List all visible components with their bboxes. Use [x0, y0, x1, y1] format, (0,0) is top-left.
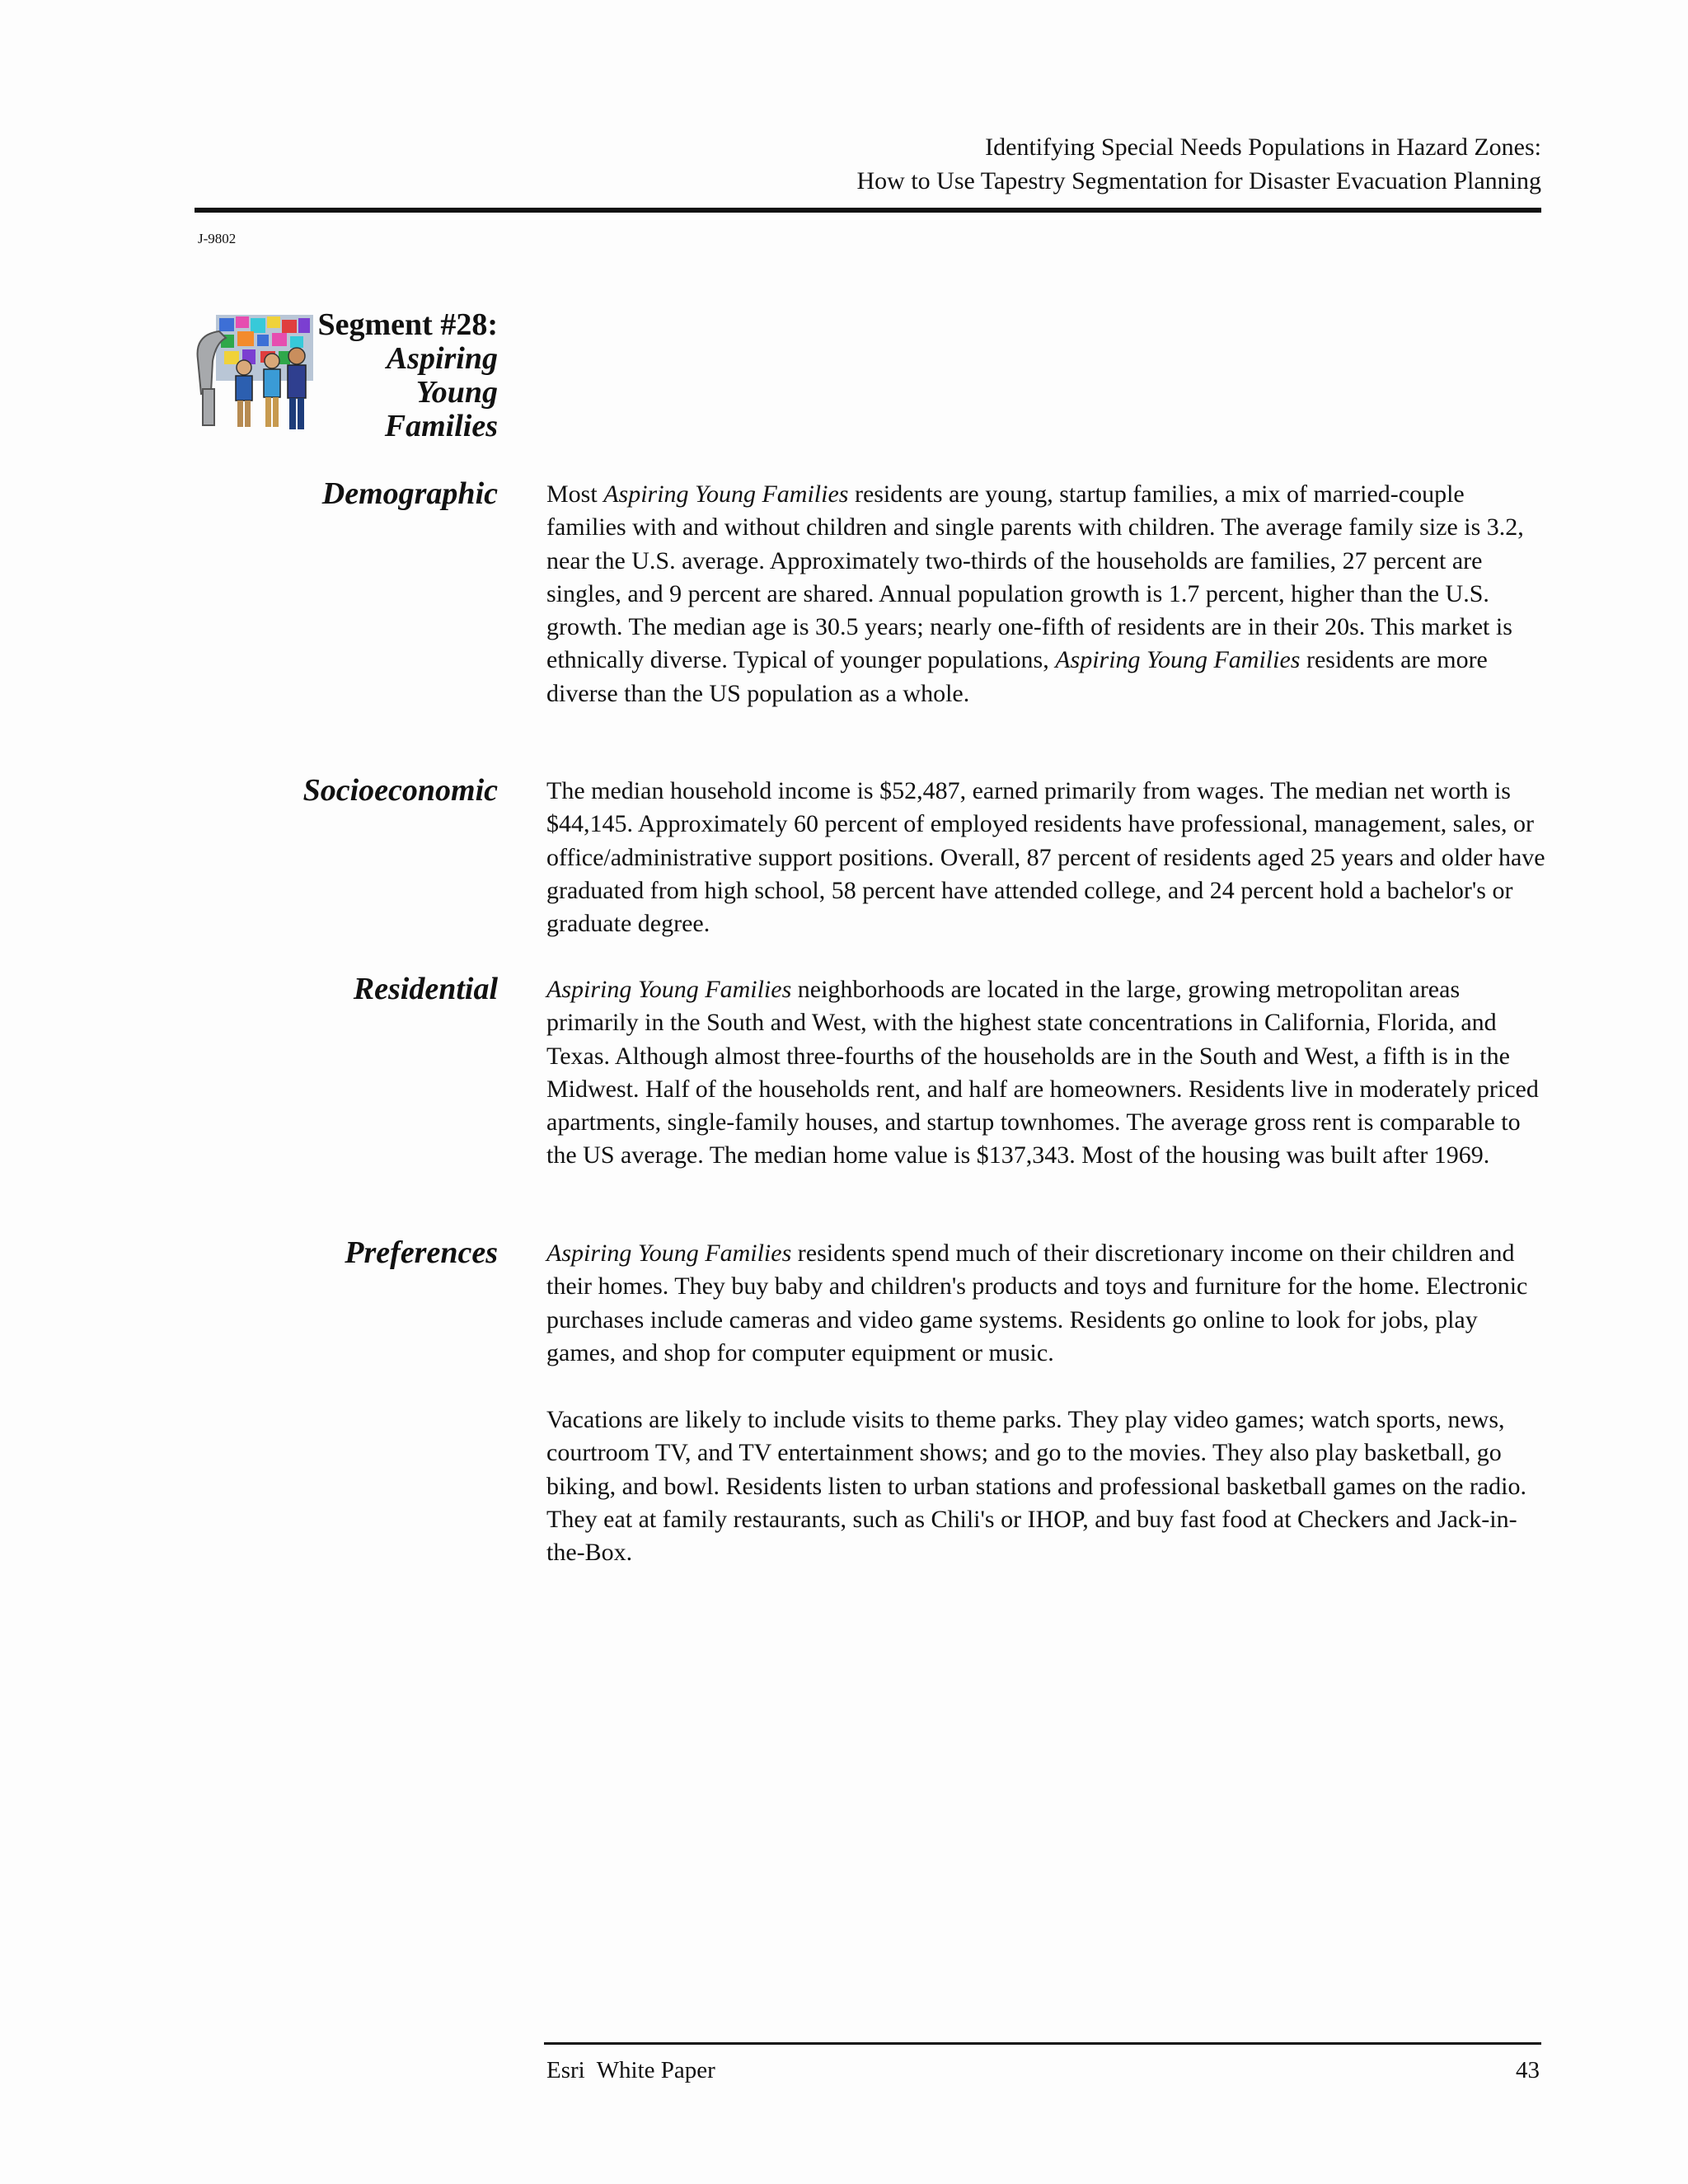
demographic-mid-italic: Aspiring Young Families — [1055, 646, 1301, 674]
preferences-lead-italic: Aspiring Young Families — [546, 1240, 792, 1267]
segment-name-line3: Families — [384, 409, 498, 443]
section-label-residential: Residential — [353, 972, 498, 1006]
footer-publisher: Esri White Paper — [546, 2057, 715, 2083]
header-title-line2: How to Use Tapestry Segmentation for Disaster Evacuation Planning — [856, 167, 1541, 194]
header-divider — [195, 208, 1541, 213]
residential-lead-italic: Aspiring Young Families — [546, 976, 792, 1003]
segment-name-line2: Young — [415, 375, 498, 410]
section-text-preferences-2: Vacations are likely to include visits to theme parks. They play video games; watch sports, news, courtroom TV, and TV entertainment shows; and go to the movies. They also play basketball, go biking, and bowl. Residents listen to urban stations and professional basketball games on the radio. They eat at family restaurants, such as Chili's or IHOP, and buy fast food at Checkers and Jack-in-the-Box. — [546, 1406, 1526, 1567]
section-label-socioeconomic: Socioeconomic — [302, 773, 498, 808]
segment-number: Segment #28: — [317, 307, 498, 342]
footer-divider — [544, 2042, 1541, 2045]
running-header — [195, 130, 1541, 198]
demographic-text-b: residents are more diverse than the US population as a whole. — [546, 646, 1488, 707]
segment-title — [297, 308, 498, 443]
section-text-residential — [546, 973, 1547, 1173]
header-title-line1: Identifying Special Needs Populations in Hazard Zones: — [985, 134, 1541, 161]
demographic-lead-italic: Aspiring Young Families — [603, 480, 849, 508]
section-label-demographic: Demographic — [321, 476, 498, 511]
section-text-socioeconomic: The median household income is $52,487, earned primarily from wages. The median net worth is $44,145. Approximately 60 percent of employed residents have professional, management, sales, or office/administrative support positions. Overall, 87 percent of residents aged 25 years and older have graduated from high school, 58 percent have attended college, and 24 percent hold a bachelor's or graduate degree. — [546, 777, 1545, 938]
page-number: 43 — [1516, 2057, 1540, 2083]
section-label-preferences: Preferences — [345, 1235, 498, 1270]
demographic-pre: Most — [546, 480, 604, 508]
demographic-text-a: residents are young, startup families, a mix of married-couple families with and without children and single parents with children. The average family size is 3.2, near the U.S. average. Approximately two-thirds of the households are families, 27 percent are singles, and 9 percent are shared. Annual population growth is 1.7 percent, higher than the U.S. growth. The median age is 30.5 years; nearly one-fifth of residents are in their 20s. This market is ethnically diverse. Typical of younger populations, — [546, 480, 1524, 674]
segment-name-line1: Aspiring — [386, 341, 498, 376]
preferences-text1: residents spend much of their discretionary income on their children and their homes. They buy baby and children's products and toys and furniture for the home. Electronic purchases include cameras and video game systems. Residents go online to look for jobs, play games, and shop for computer equipment or music. — [546, 1240, 1528, 1366]
residential-text: neighborhoods are located in the large, growing metropolitan areas primarily in the South and West, with the highest state concentrations in California, Florida, and Texas. Although almost three-fourths of the households are in the South and West, a fifth is in the Midwest. Half of the households rent, and half are homeowners. Residents live in moderately priced apartments, single-family houses, and startup townhomes. The average gross rent is comparable to the US average. The median home value is $137,343. Most of the housing was built after 1969. — [546, 976, 1539, 1169]
section-text-demographic — [546, 478, 1547, 710]
section-text-preferences-1 — [546, 1237, 1547, 1370]
document-code: J-9802 — [198, 231, 237, 246]
